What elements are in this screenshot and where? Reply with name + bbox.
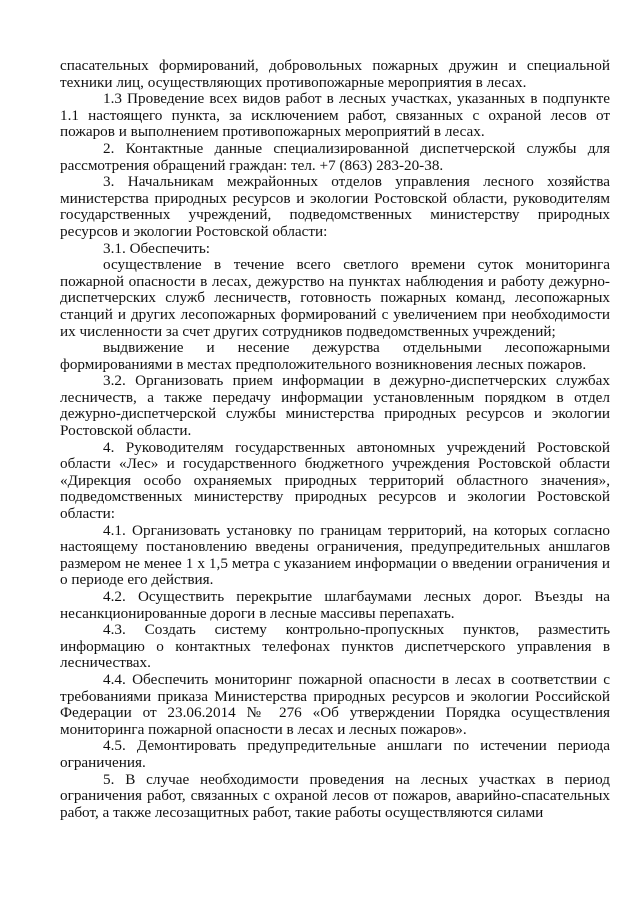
paragraph-4-1: 4.1. Организовать установку по границам территорий, на которых согласно настоящему постановлению введены ограничения, предупредительных аншлагов размером не менее 1 х 1,5 метра с указанием информации о введении ограничения и о периоде его действия. [60, 521, 610, 589]
paragraph-3-1-duty: выдвижение и несение дежурства отдельными лесопожарными формированиями в местах предположительного возникновения лесных пожаров. [60, 339, 610, 373]
paragraph-3-1-monitoring: осуществление в течение всего светлого времени суток мониторинга пожарной опасности в лесах, дежурство на пунктах наблюдения и работу дежурно-диспетчерских служб лесничеств, готовность пожарных команд, лесопожарных станций и других лесопожарных формирований с увеличением при необходимости их численности за счет других сотрудников подведомственных учреждений; [60, 256, 610, 340]
paragraph-3: 3. Начальникам межрайонных отделов управления лесного хозяйства министерства природных ресурсов и экологии Ростовской области, руководителям государственных учреждений, подведомственных министерству природных ресурсов и экологии Ростовской области: [60, 173, 610, 240]
paragraph-1-3: 1.3 Проведение всех видов работ в лесных участках, указанных в подпункте 1.1 настоящего пункта, за исключением работ, связанных с охраной лесов от пожаров и выполнением противопожарных мероприятий в лесах. [60, 90, 610, 141]
paragraph-continuation: спасательных формирований, добровольных пожарных дружин и специальной техники лиц, осуществляющих противопожарные мероприятия в лесах. [60, 57, 610, 91]
document-page [60, 58, 610, 821]
paragraph-5: 5. В случае необходимости проведения на лесных участках в период ограничения работ, связанных с охраной лесов от пожаров, аварийно-спасательных работ, а также лесозащитных работ, такие работы осуществляются силами [60, 770, 610, 821]
paragraph-4-3: 4.3. Создать систему контрольно-пропускных пунктов, разместить информацию о контактных телефонах пунктов диспетчерского управления в лесничествах. [60, 621, 610, 672]
paragraph-3-2: 3.2. Организовать прием информации в дежурно-диспетчерских службах лесничеств, а также передачу информации установленным порядком в отдел дежурно-диспетчерской службы министерства природных ресурсов и экологии Ростовской области. [60, 372, 610, 440]
paragraph-4-5: 4.5. Демонтировать предупредительные аншлаги по истечении периода ограничения. [60, 737, 610, 771]
paragraph-3-1: 3.1. Обеспечить: [103, 239, 210, 257]
paragraph-4-4: 4.4. Обеспечить мониторинг пожарной опасности в лесах в соответствии с требованиями приказа Министерства природных ресурсов и экологии Российской Федерации от 23.06.2014 № 276 «Об утверждении Порядка осуществления мониторинга пожарной опасности в лесах и лесных пожаров». [60, 670, 610, 738]
paragraph-4: 4. Руководителям государственных автономных учреждений Ростовской области «Лес» и государственного бюджетного учреждения Ростовской области «Дирекция особо охраняемых природных территорий областного значения», подведомственных министерству природных ресурсов и экологии Ростовской области: [60, 438, 610, 523]
paragraph-4-2: 4.2. Осуществить перекрытие шлагбаумами лесных дорог. Въезды на несанкционированные дороги в лесные массивы перепахать. [60, 588, 610, 622]
paragraph-2: 2. Контактные данные специализированной диспетчерской службы для рассмотрения обращений граждан: тел. +7 (863) 283-20-38. [60, 139, 610, 174]
